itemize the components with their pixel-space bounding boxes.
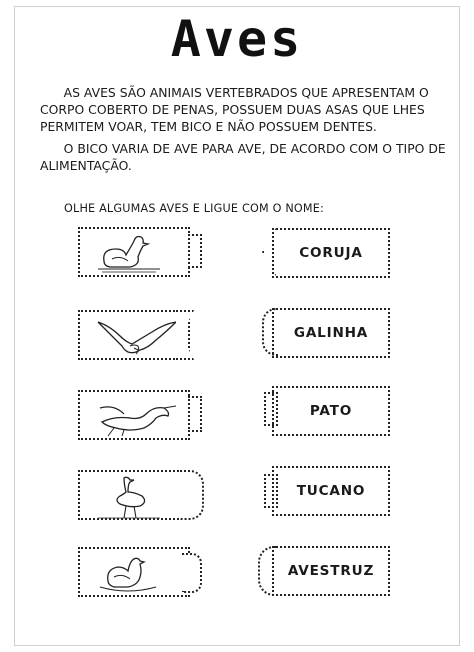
name-label: CORUJA [299, 245, 363, 261]
bird-card-ostrich[interactable] [78, 470, 190, 520]
name-label: PATO [309, 403, 353, 419]
name-card-coruja[interactable] [272, 228, 390, 278]
bird-card-hen[interactable] [78, 547, 190, 597]
bird-card-seagull[interactable] [78, 310, 190, 360]
name-card-avestruz[interactable] [272, 546, 390, 596]
name-label: AVESTRUZ [287, 563, 375, 579]
hen-icon [94, 551, 164, 595]
ostrich-icon [94, 474, 164, 520]
name-card-pato[interactable] [272, 386, 390, 436]
name-label: TUCANO [296, 483, 366, 499]
beak-paragraph: O BICO VARIA DE AVE PARA AVE, DE ACORDO COM O TIPO DE ALIMENTAÇÃO. [40, 141, 446, 173]
page-title: Aves [170, 10, 304, 68]
name-card-tucano[interactable] [272, 466, 390, 516]
bird-card-curve [182, 553, 202, 593]
duck-icon [94, 231, 164, 273]
bird-card-toucan[interactable] [78, 390, 190, 440]
seagull-icon [94, 314, 180, 360]
toucan-icon [94, 394, 178, 438]
instruction-text: OLHE ALGUMAS AVES E LIGUE COM O NOME: [64, 202, 324, 215]
bird-card-tab [188, 396, 202, 432]
bird-card-duck[interactable] [78, 227, 190, 277]
intro-paragraph: AS AVES SÃO ANIMAIS VERTEBRADOS QUE APRESENTAM O CORPO COBERTO DE PENAS, POSSUEM DUAS ASAS QUE LHES PERMITEM VOAR, TEM BICO E NÃO POSSUEM DENTES. [40, 85, 429, 134]
name-label: GALINHA [293, 325, 369, 341]
bird-card-tab [188, 234, 202, 268]
name-card-galinha[interactable] [272, 308, 390, 358]
bird-card-curve [180, 470, 204, 520]
